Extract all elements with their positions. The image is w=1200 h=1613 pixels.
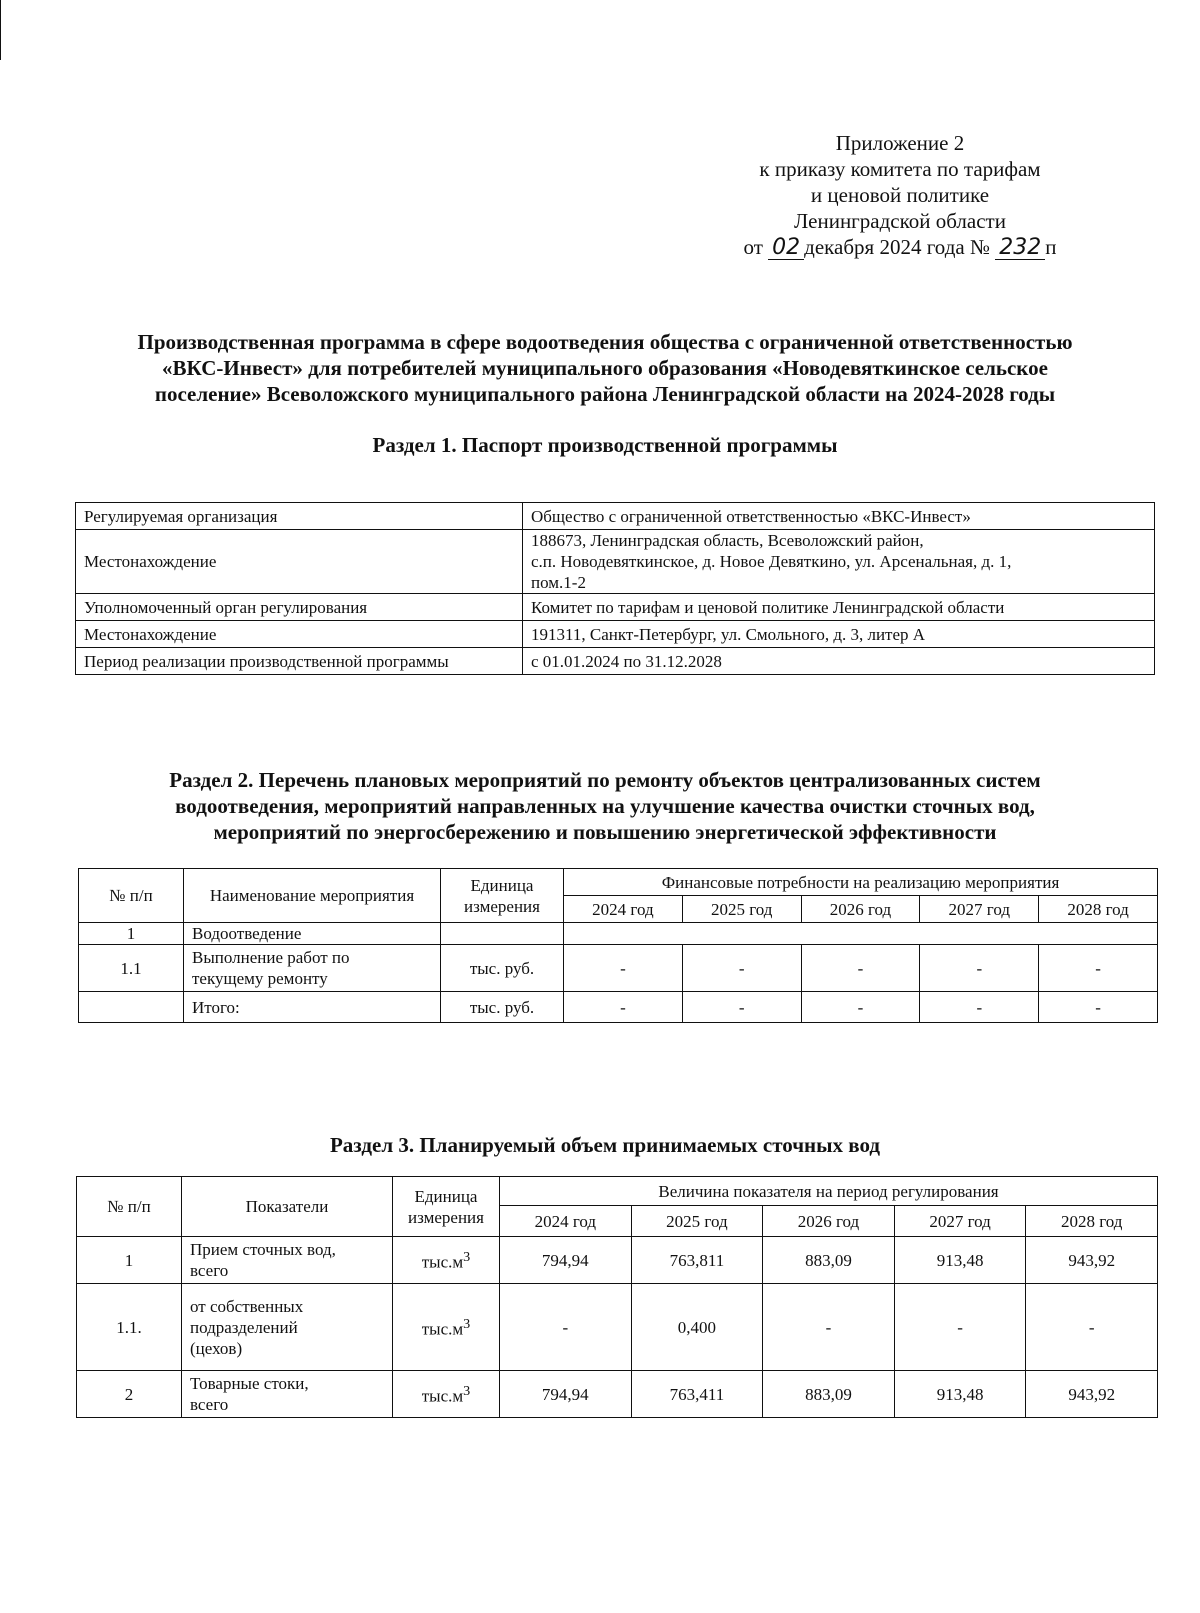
unit-superscript: 3 [463,1383,471,1400]
cell-value: - [763,1284,895,1371]
passport-value-line: Комитет по тарифам и ценовой политике Ленинградской области [531,597,1005,617]
cell-name-line: (цехов) [190,1338,243,1358]
passport-value-line: пом.1-2 [531,573,586,592]
cell-name-line: всего [190,1395,229,1414]
cell-value: - [1039,945,1158,992]
col-header-group: Финансовые потребности на реализацию мероприятия [564,869,1158,896]
annex-date-prefix: от [743,235,763,259]
cell-name-line: Товарные стоки, [190,1374,309,1393]
passport-value [523,503,1155,530]
cell-value: 913,48 [894,1237,1026,1284]
passport-value-line: 191311, Санкт-Петербург, ул. Смольного, д. 3, литер А [531,624,926,644]
cell-name-line: Прием сточных вод, [190,1240,336,1259]
annex-line1: Приложение 2 [835,131,965,155]
annex-date-middle: декабря 2024 года № [804,235,990,259]
cell-value: - [564,945,683,992]
cell-num: 2 [77,1371,182,1418]
unit-header-line1: Единица [470,875,534,895]
col-header-year: 2028 год [1039,896,1158,923]
measures-table [78,868,1158,1023]
table-row [76,503,1155,530]
col-header-year: 2028 год [1026,1206,1158,1237]
passport-value-line: 188673, Ленинградская область, Всеволожский район, [531,531,924,550]
unit-header-line1: Единица [414,1186,478,1206]
cell-name [184,945,441,992]
cell-value: - [500,1284,632,1371]
unit-text: тыс.м [421,1252,464,1272]
cell-value: - [1039,992,1158,1023]
cell-value: - [801,992,920,1023]
section1-title: Раздел 1. Паспорт производственной программы [372,433,838,457]
passport-key: Регулируемая организация [76,503,523,530]
table-row [77,1371,1158,1418]
cell-name [182,1371,393,1418]
passport-value [523,594,1155,621]
cell-value: 763,411 [631,1371,763,1418]
unit-header-line2: измерения [464,896,540,916]
cell-value: - [564,992,683,1023]
annex-day-handwritten: 02 [768,237,804,260]
table-header-row [79,869,1158,896]
col-header-year: 2025 год [682,896,801,923]
table-row [76,594,1155,621]
table-row [79,923,1158,945]
cell-num: 1.1. [77,1284,182,1371]
annex-line3: и ценовой политике [810,183,990,207]
cell-num: 1 [77,1237,182,1284]
passport-key: Уполномоченный орган регулирования [76,594,523,621]
passport-value-line: с.п. Новодевяткинское, д. Новое Девяткино, ул. Арсенальная, д. 1, [531,552,1012,571]
cell-name-line: всего [190,1261,229,1280]
annex-line2: к приказу комитета по тарифам [759,157,1041,181]
cell-value: 883,09 [763,1371,895,1418]
volume-table [76,1176,1158,1418]
passport-value [523,530,1155,594]
cell-unit [393,1237,500,1284]
passport-value-line: Общество с ограниченной ответственностью «ВКС-Инвест» [531,506,971,526]
section2-title-line2: водоотведения, мероприятий направленных на улучшение качества очистки сточных вод, [175,794,1035,818]
cell-unit [441,923,564,945]
section2-title-line1: Раздел 2. Перечень плановых мероприятий по ремонту объектов централизованных систем [169,768,1041,792]
table-row [77,1237,1158,1284]
cell-value: 794,94 [500,1371,632,1418]
title-line2: «ВКС-Инвест» для потребителей муниципального образования «Новодевяткинское сельское [162,356,1048,380]
cell-unit [393,1284,500,1371]
table-row [76,621,1155,648]
passport-key: Период реализации производственной программы [76,648,523,675]
cell-num [79,992,184,1023]
cell-value: 943,92 [1026,1371,1158,1418]
col-header-year: 2026 год [763,1206,895,1237]
annex-date-line [700,234,1100,260]
title-line1: Производственная программа в сфере водоотведения общества с ограниченной ответственностью [137,330,1073,354]
cell-empty [564,923,1158,945]
cell-value: 763,811 [631,1237,763,1284]
cell-value: 883,09 [763,1237,895,1284]
cell-num: 1.1 [79,945,184,992]
table-row [79,945,1158,992]
col-header-group: Величина показателя на период регулирования [500,1177,1158,1206]
passport-table [75,502,1155,675]
cell-name-line: текущему ремонту [192,969,328,988]
passport-value [523,621,1155,648]
passport-value-line: с 01.01.2024 по 31.12.2028 [531,651,722,671]
unit-text: тыс.м [421,1319,464,1339]
unit-header-line2: измерения [408,1207,484,1227]
col-header-year: 2027 год [894,1206,1026,1237]
cell-unit: тыс. руб. [441,992,564,1023]
col-header-name: Показатели [182,1177,393,1237]
annex-header [700,130,1100,260]
passport-value [523,648,1155,675]
cell-value: 0,400 [631,1284,763,1371]
unit-text: тыс.м [421,1386,464,1406]
scan-edge-mark [0,0,1,60]
cell-unit [393,1371,500,1418]
unit-superscript: 3 [463,1249,471,1266]
cell-name [182,1284,393,1371]
col-header-num: № п/п [79,869,184,923]
annex-number-handwritten: 232 [995,237,1045,260]
col-header-num: № п/п [77,1177,182,1237]
col-header-name: Наименование мероприятия [184,869,441,923]
cell-value: 943,92 [1026,1237,1158,1284]
col-header-year: 2027 год [920,896,1039,923]
table-header-row [77,1177,1158,1206]
cell-value: 794,94 [500,1237,632,1284]
section3-title: Раздел 3. Планируемый объем принимаемых сточных вод [329,1133,881,1157]
cell-name: Водоотведение [184,923,441,945]
cell-name-line: от собственных [190,1296,304,1316]
cell-value: - [920,992,1039,1023]
col-header-unit [441,869,564,923]
unit-superscript: 3 [463,1316,471,1333]
title-line3: поселение» Всеволожского муниципального района Ленинградской области на 2024-2028 годы [154,382,1056,406]
section2-title [80,767,1130,845]
cell-value: - [894,1284,1026,1371]
cell-value: - [1026,1284,1158,1371]
section2-title-line3: мероприятий по энергосбережению и повышению энергетической эффективности [213,820,997,844]
cell-num: 1 [79,923,184,945]
annex-line4: Ленинградской области [794,209,1006,233]
table-row [76,648,1155,675]
col-header-year: 2024 год [500,1206,632,1237]
col-header-year: 2026 год [801,896,920,923]
cell-value: - [682,945,801,992]
annex-suffix: п [1045,235,1057,259]
passport-key: Местонахождение [76,530,523,594]
cell-value: - [682,992,801,1023]
cell-name-line: подразделений [190,1317,298,1337]
cell-value: 913,48 [894,1371,1026,1418]
passport-key: Местонахождение [76,621,523,648]
cell-name: Итого: [184,992,441,1023]
table-row [77,1284,1158,1371]
cell-unit: тыс. руб. [441,945,564,992]
cell-name [182,1237,393,1284]
cell-name-line: Выполнение работ по [192,948,350,967]
col-header-year: 2025 год [631,1206,763,1237]
cell-value: - [920,945,1039,992]
col-header-year: 2024 год [564,896,683,923]
table-row [79,992,1158,1023]
table-row [76,530,1155,594]
col-header-unit [393,1177,500,1237]
document-title [80,329,1130,407]
cell-value: - [801,945,920,992]
